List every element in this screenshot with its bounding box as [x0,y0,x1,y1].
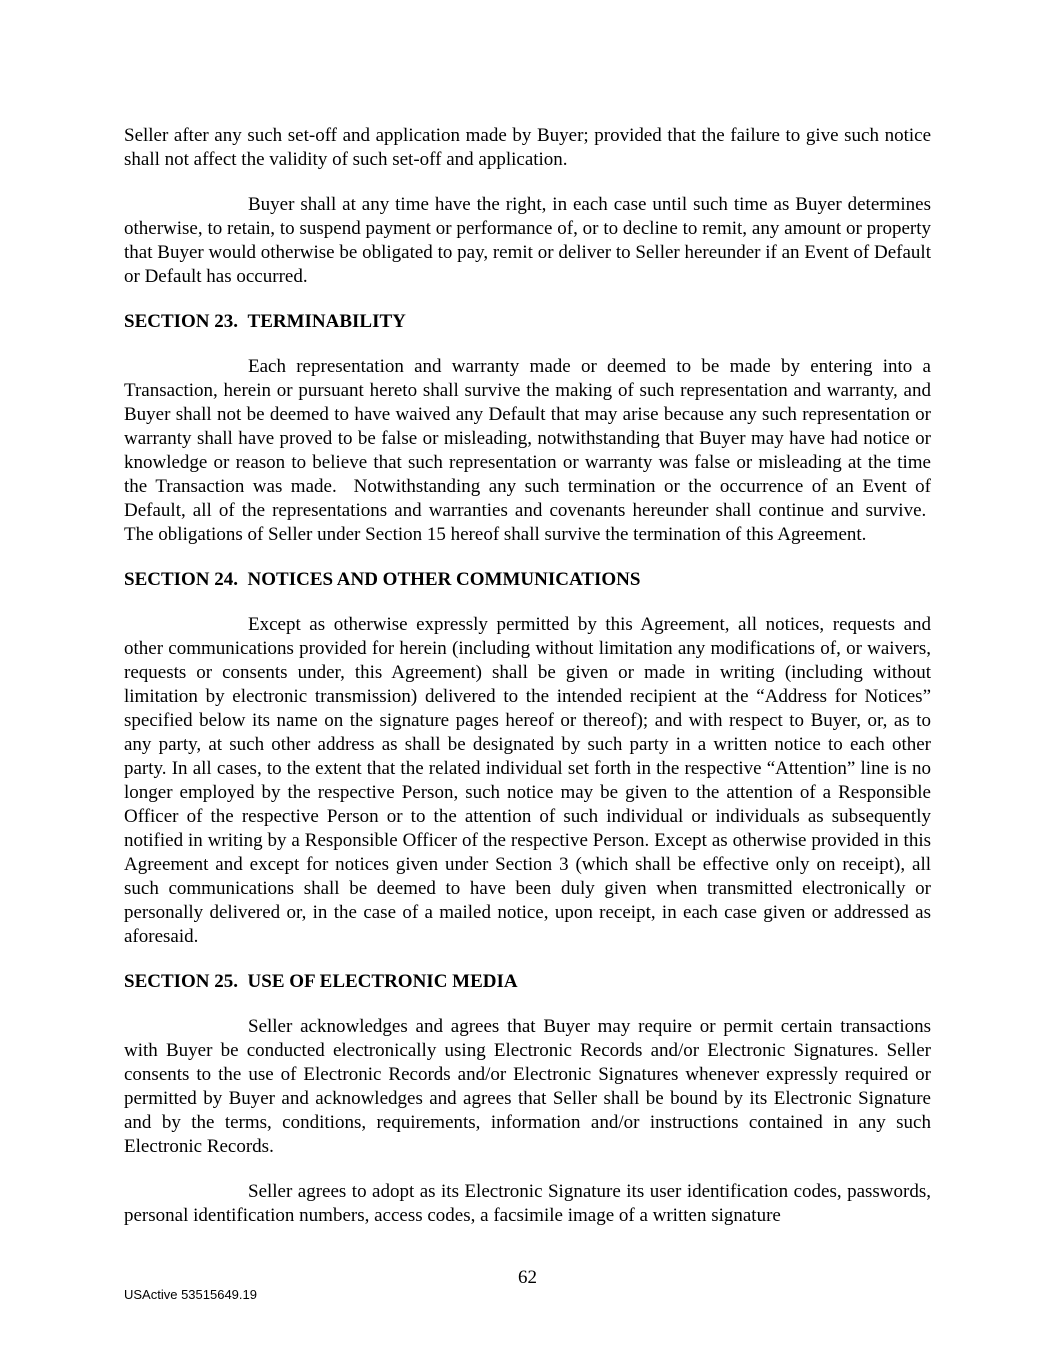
document-id: USActive 53515649.19 [124,1287,257,1302]
section-25-paragraph-2: Seller agrees to adopt as its Electronic Signature its user identification codes, passwords, personal identification numbers, access codes, a facsimile image of a written signature [124,1181,931,1226]
page-number: 62 [518,1267,537,1288]
section-24 [124,568,931,949]
section-24-heading: SECTION 24. NOTICES AND OTHER COMMUNICATIONS [124,569,641,590]
document-body [124,124,931,1228]
section-23 [124,310,931,547]
buyer-right-paragraph: Buyer shall at any time have the right, in each case until such time as Buyer determines otherwise, to retain, to suspend payment or performance of, or to decline to remit, any amount or property that Buyer would otherwise be obligated to pay, remit or deliver to Seller hereunder if an Event of Default or Default has occurred. [124,194,931,287]
section-23-heading: SECTION 23. TERMINABILITY [124,311,406,332]
section-25 [124,970,931,1228]
section-24-paragraph: Except as otherwise expressly permitted by this Agreement, all notices, requests and other communications provided for herein (including without limitation any modifications of, or waivers, requests or consents under, this Agreement) shall be given or made in writing (including without limitation by electronic transmission) delivered to the intended recipient at the “Address for Notices” specified below its name on the signature pages hereof or thereof); and with respect to Buyer, or, as to any party, at such other address as shall be designated by such party in a written notice to each other party. In all cases, to the extent that the related individual set forth in the respective “Attention” line is no longer employed by the respective Person, such notice may be given to the attention of a Responsible Officer of the respective Person or to the attention of such individual or individuals as subsequently notified in writing by a Responsible Officer of the respective Person. Except as otherwise provided in this Agreement and except for notices given under Section 3 (which shall be effective only on receipt), all such communications shall be deemed to have been duly given when transmitted electronically or personally delivered or, in the case of a mailed notice, upon receipt, in each case given or addressed as aforesaid. [124,614,931,947]
section-25-paragraph-1: Seller acknowledges and agrees that Buyer may require or permit certain transactions with Buyer be conducted electronically using Electronic Records and/or Electronic Signatures. Seller consents to the use of Electronic Records and/or Electronic Signatures whenever expressly required or permitted by Buyer and acknowledges and agrees that Seller shall be bound by its Electronic Signature and by the terms, conditions, requirements, information and/or instructions contained in any such Electronic Records. [124,1016,931,1157]
section-25-heading: SECTION 25. USE OF ELECTRONIC MEDIA [124,971,518,992]
intro-paragraph: Seller after any such set-off and application made by Buyer; provided that the failure to give such notice shall not affect the validity of such set-off and application. [124,125,931,170]
section-23-paragraph: Each representation and warranty made or deemed to be made by entering into a Transaction, herein or pursuant hereto shall survive the making of such representation and warranty, and Buyer shall not be deemed to have waived any Default that may arise because any such representation or warranty shall have proved to be false or misleading, notwithstanding that Buyer may have had notice or knowledge or reason to believe that such representation or warranty was false or misleading at the time the Transaction was made. Notwithstanding any such termination or the occurrence of an Event of Default, all of the representations and warranties and covenants hereunder shall continue and survive. The obligations of Seller under Section 15 hereof shall survive the termination of this Agreement. [124,356,931,545]
